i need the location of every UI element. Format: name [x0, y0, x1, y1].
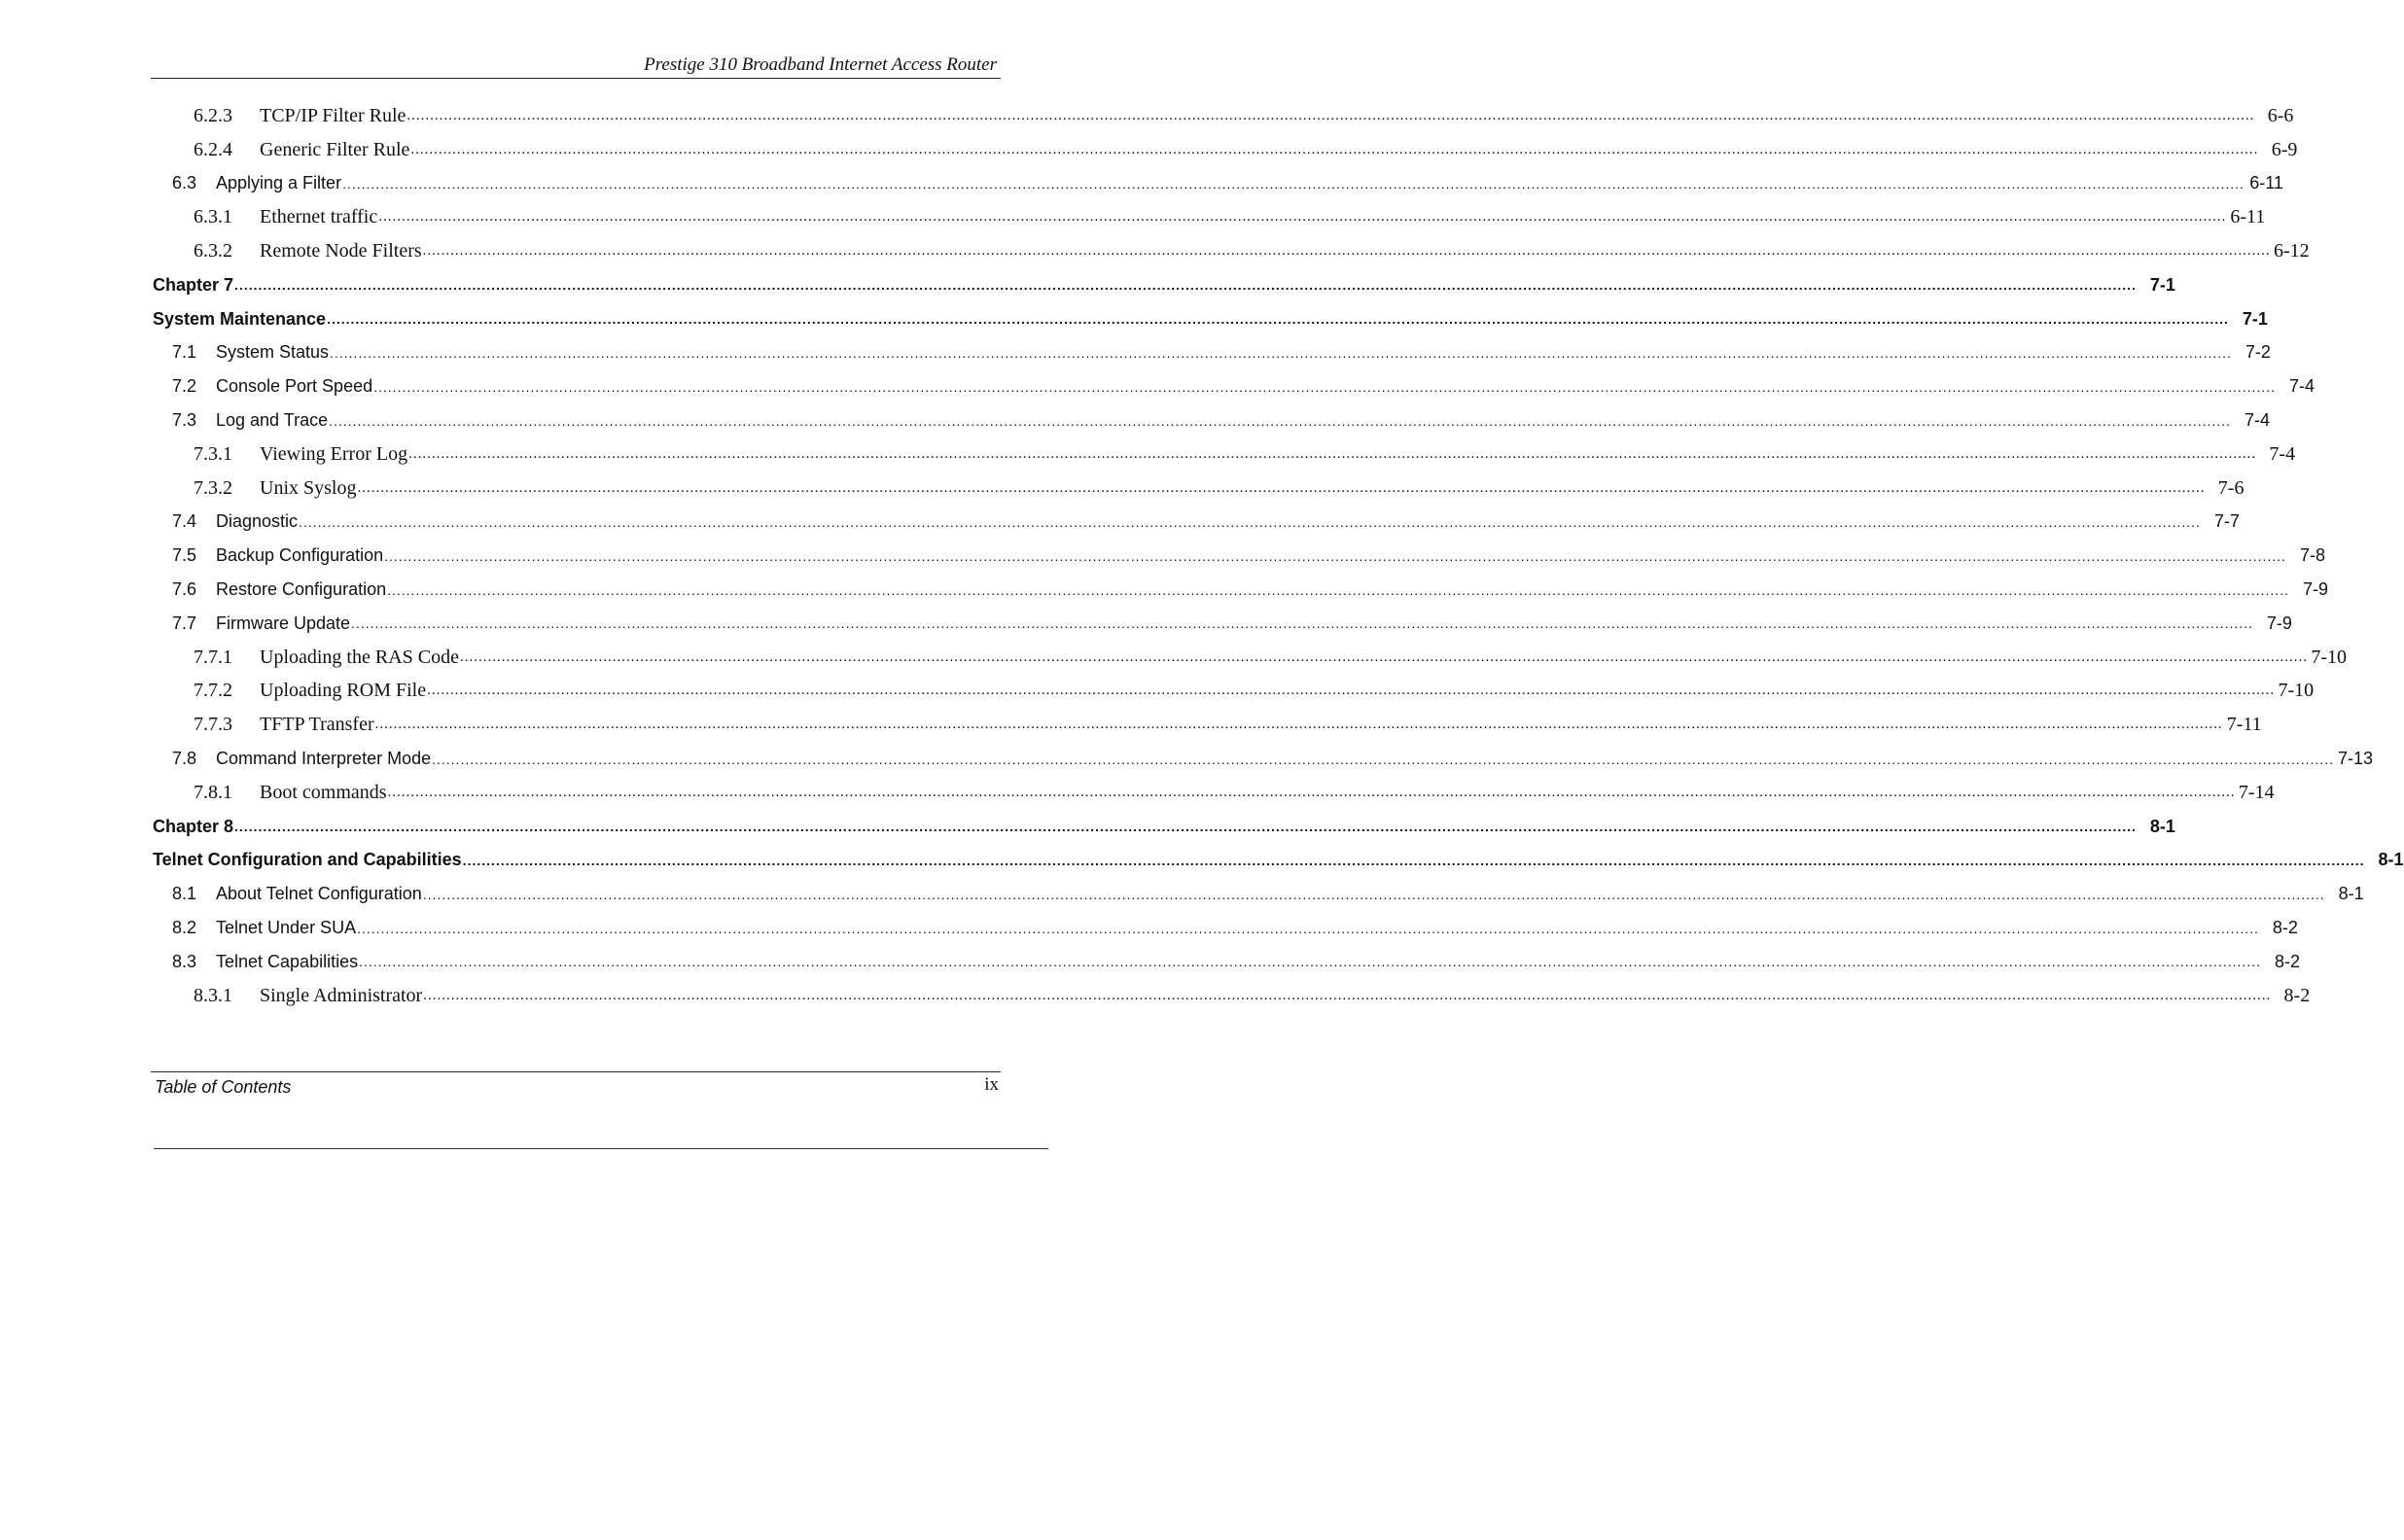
- toc-entry-number: 7.6: [172, 579, 197, 600]
- toc-entry-title: Chapter 8: [153, 816, 234, 836]
- toc-entry-page: 7-10: [2311, 646, 2347, 668]
- toc-entry-number: 7.4: [172, 511, 197, 532]
- toc-entry-number: 7.2: [172, 376, 197, 397]
- toc-entry-number: 6.3.1: [194, 206, 232, 228]
- toc-entry: [151, 200, 2266, 234]
- toc-entry: [151, 268, 2175, 302]
- toc-entry-page: 7-4: [2288, 376, 2315, 397]
- toc-entry-title: TFTP Transfer: [260, 714, 374, 736]
- toc-entry-number: 8.3: [172, 951, 197, 971]
- toc-entry-page: 7-10: [2278, 680, 2315, 702]
- toc-entry-number: 7.5: [172, 545, 197, 566]
- toc-entry: [151, 945, 2300, 979]
- toc-entry-title: Backup Configuration: [216, 545, 384, 566]
- toc-entry: [151, 99, 2294, 133]
- toc-entry: [151, 369, 2315, 403]
- toc-entry-title: Chapter 7: [153, 274, 234, 295]
- toc-entry: [151, 607, 2292, 641]
- dot-leader: ................................................................................................................................................................................................................................................................................................................................................................................................................: [373, 378, 2276, 395]
- toc-entry-page: 7-2: [2245, 342, 2271, 363]
- toc-entry-page: 6-11: [2249, 173, 2283, 193]
- toc-entry: [151, 438, 2296, 472]
- toc-entry-title: Ethernet traffic: [260, 206, 378, 228]
- toc-entry: [151, 539, 2325, 573]
- toc-entry-title: Telnet Configuration and Capabilities: [153, 850, 462, 870]
- toc-entry-title: Uploading ROM File: [260, 680, 427, 702]
- dot-leader: ................................................................................................................................................................................................................................................................................................................................................................................................................: [327, 311, 2229, 328]
- toc-entry-title: Boot commands: [260, 781, 387, 803]
- dot-leader: ................................................................................................................................................................................................................................................................................................................................................................................................................: [299, 513, 2201, 530]
- toc-entry-page: 7-13: [2337, 749, 2373, 769]
- table-of-contents: [151, 99, 2404, 1013]
- toc-entry-number: 7.3.1: [194, 442, 232, 465]
- dot-leader: ................................................................................................................................................................................................................................................................................................................................................................................................................: [359, 954, 2261, 970]
- toc-entry-page: 7-4: [2269, 442, 2296, 465]
- toc-entry-title: Log and Trace: [216, 410, 329, 431]
- toc-entry-number: 6.3.2: [194, 240, 232, 262]
- toc-entry: [151, 133, 2298, 167]
- toc-entry-title: Command Interpreter Mode: [216, 749, 432, 769]
- toc-entry-page: 8-2: [2283, 984, 2311, 1006]
- dot-leader: ................................................................................................................................................................................................................................................................................................................................................................................................................: [462, 852, 2365, 868]
- toc-entry-page: 8-1: [2338, 884, 2364, 904]
- toc-entry-number: 7.7.3: [194, 714, 232, 736]
- footer-page-number: ix: [984, 1074, 999, 1095]
- dot-leader: ................................................................................................................................................................................................................................................................................................................................................................................................................: [432, 751, 2334, 767]
- toc-entry-number: 7.3: [172, 410, 197, 431]
- toc-entry-title: Viewing Error Log: [260, 442, 408, 465]
- toc-entry: [151, 911, 2298, 945]
- toc-entry-page: 6-12: [2273, 240, 2310, 262]
- dot-leader: ................................................................................................................................................................................................................................................................................................................................................................................................................: [387, 784, 2236, 800]
- toc-entry-title: Diagnostic: [216, 511, 299, 532]
- dot-leader: ................................................................................................................................................................................................................................................................................................................................................................................................................: [342, 175, 2245, 192]
- dot-leader: ................................................................................................................................................................................................................................................................................................................................................................................................................: [357, 920, 2259, 936]
- toc-entry-page: 8-2: [2272, 918, 2298, 938]
- dot-leader: ................................................................................................................................................................................................................................................................................................................................................................................................................: [460, 648, 2308, 665]
- toc-entry: [151, 506, 2240, 540]
- toc-entry-page: 6-9: [2271, 138, 2298, 160]
- toc-entry-title: Restore Configuration: [216, 579, 387, 600]
- toc-entry-page: 7-8: [2299, 545, 2325, 566]
- toc-entry-number: 7.3.2: [194, 476, 232, 499]
- dot-leader: ................................................................................................................................................................................................................................................................................................................................................................................................................: [422, 243, 2271, 260]
- toc-entry-number: 7.7.2: [194, 680, 232, 702]
- dot-leader: ................................................................................................................................................................................................................................................................................................................................................................................................................: [410, 141, 2259, 158]
- toc-entry: [151, 302, 2268, 336]
- dot-leader: ................................................................................................................................................................................................................................................................................................................................................................................................................: [408, 445, 2257, 462]
- toc-entry: [151, 573, 2328, 607]
- toc-entry: [151, 877, 2364, 911]
- dot-leader: ................................................................................................................................................................................................................................................................................................................................................................................................................: [351, 615, 2253, 632]
- toc-entry: [151, 844, 2404, 878]
- dot-leader: ................................................................................................................................................................................................................................................................................................................................................................................................................: [384, 547, 2286, 564]
- toc-entry-number: 7.1: [172, 342, 197, 363]
- dot-leader: ................................................................................................................................................................................................................................................................................................................................................................................................................: [423, 987, 2272, 1003]
- toc-entry: [151, 641, 2347, 675]
- dot-leader: ................................................................................................................................................................................................................................................................................................................................................................................................................: [374, 717, 2223, 733]
- toc-entry: [151, 675, 2315, 709]
- dot-leader: ................................................................................................................................................................................................................................................................................................................................................................................................................: [330, 344, 2232, 361]
- toc-entry-number: 8.3.1: [194, 984, 232, 1006]
- toc-entry-number: 8.2: [172, 918, 197, 938]
- toc-entry: [151, 336, 2271, 370]
- dot-leader: ................................................................................................................................................................................................................................................................................................................................................................................................................: [234, 277, 2137, 294]
- toc-entry-number: 7.7.1: [194, 646, 232, 668]
- toc-entry: [151, 776, 2275, 810]
- dot-leader: ................................................................................................................................................................................................................................................................................................................................................................................................................: [357, 479, 2206, 496]
- toc-entry-title: Remote Node Filters: [260, 240, 422, 262]
- scan-edge-rule: [154, 1148, 1048, 1149]
- toc-entry-title: Single Administrator: [260, 984, 423, 1006]
- toc-entry-number: 8.1: [172, 884, 197, 904]
- toc-entry-page: 6-6: [2267, 104, 2294, 126]
- toc-entry-title: Console Port Speed: [216, 376, 373, 397]
- toc-entry-page: 8-1: [2149, 816, 2175, 836]
- toc-entry: [151, 979, 2311, 1013]
- toc-entry: [151, 708, 2262, 742]
- toc-entry-page: 7-6: [2217, 476, 2245, 499]
- toc-entry-page: 8-1: [2378, 850, 2404, 870]
- toc-entry-page: 7-1: [2242, 308, 2268, 329]
- dot-leader: ................................................................................................................................................................................................................................................................................................................................................................................................................: [407, 107, 2255, 123]
- toc-entry-title: Telnet Under SUA: [216, 918, 357, 938]
- page-footer: [151, 1071, 1001, 1102]
- toc-entry-title: Uploading the RAS Code: [260, 646, 459, 668]
- toc-entry-number: 7.8.1: [194, 781, 232, 803]
- toc-entry-page: 8-2: [2274, 951, 2300, 971]
- toc-entry: [151, 403, 2270, 438]
- toc-entry-title: Telnet Capabilities: [216, 951, 359, 971]
- dot-leader: ................................................................................................................................................................................................................................................................................................................................................................................................................: [329, 412, 2231, 429]
- toc-entry-title: Firmware Update: [216, 612, 351, 633]
- toc-entry-page: 7-1: [2149, 274, 2175, 295]
- toc-entry-page: 7-7: [2213, 511, 2240, 532]
- toc-entry-page: 7-11: [2226, 714, 2262, 736]
- dot-leader: ................................................................................................................................................................................................................................................................................................................................................................................................................: [427, 682, 2276, 699]
- toc-entry-number: 7.8: [172, 749, 197, 769]
- toc-entry-number: 6.3: [172, 173, 197, 193]
- dot-leader: ................................................................................................................................................................................................................................................................................................................................................................................................................: [422, 886, 2325, 902]
- dot-leader: ................................................................................................................................................................................................................................................................................................................................................................................................................: [387, 581, 2289, 598]
- toc-entry-number: 7.7: [172, 612, 197, 633]
- toc-entry: [151, 167, 2283, 201]
- toc-entry-page: 6-11: [2230, 206, 2266, 228]
- footer-section-name: Table of Contents: [155, 1077, 292, 1097]
- document-title: Prestige 310 Broadband Internet Access Router: [644, 54, 997, 75]
- toc-entry: [151, 234, 2310, 268]
- toc-entry-title: About Telnet Configuration: [216, 884, 422, 904]
- page-header: [151, 52, 1001, 79]
- toc-entry: [151, 810, 2175, 844]
- toc-entry-page: 7-4: [2244, 410, 2270, 431]
- toc-entry-title: Applying a Filter: [216, 173, 342, 193]
- toc-entry-title: System Status: [216, 342, 330, 363]
- dot-leader: ................................................................................................................................................................................................................................................................................................................................................................................................................: [234, 819, 2137, 835]
- toc-entry-title: Unix Syslog: [260, 476, 357, 499]
- toc-entry-page: 7-9: [2302, 579, 2328, 600]
- toc-entry-title: Generic Filter Rule: [260, 138, 410, 160]
- toc-entry: [151, 742, 2373, 776]
- toc-entry-number: 6.2.4: [194, 138, 232, 160]
- toc-entry-number: 6.2.3: [194, 104, 232, 126]
- toc-entry: [151, 472, 2245, 506]
- toc-entry-title: TCP/IP Filter Rule: [260, 104, 407, 126]
- toc-entry-title: System Maintenance: [153, 308, 327, 329]
- toc-entry-page: 7-9: [2266, 612, 2292, 633]
- dot-leader: ................................................................................................................................................................................................................................................................................................................................................................................................................: [378, 209, 2227, 226]
- toc-entry-page: 7-14: [2238, 781, 2275, 803]
